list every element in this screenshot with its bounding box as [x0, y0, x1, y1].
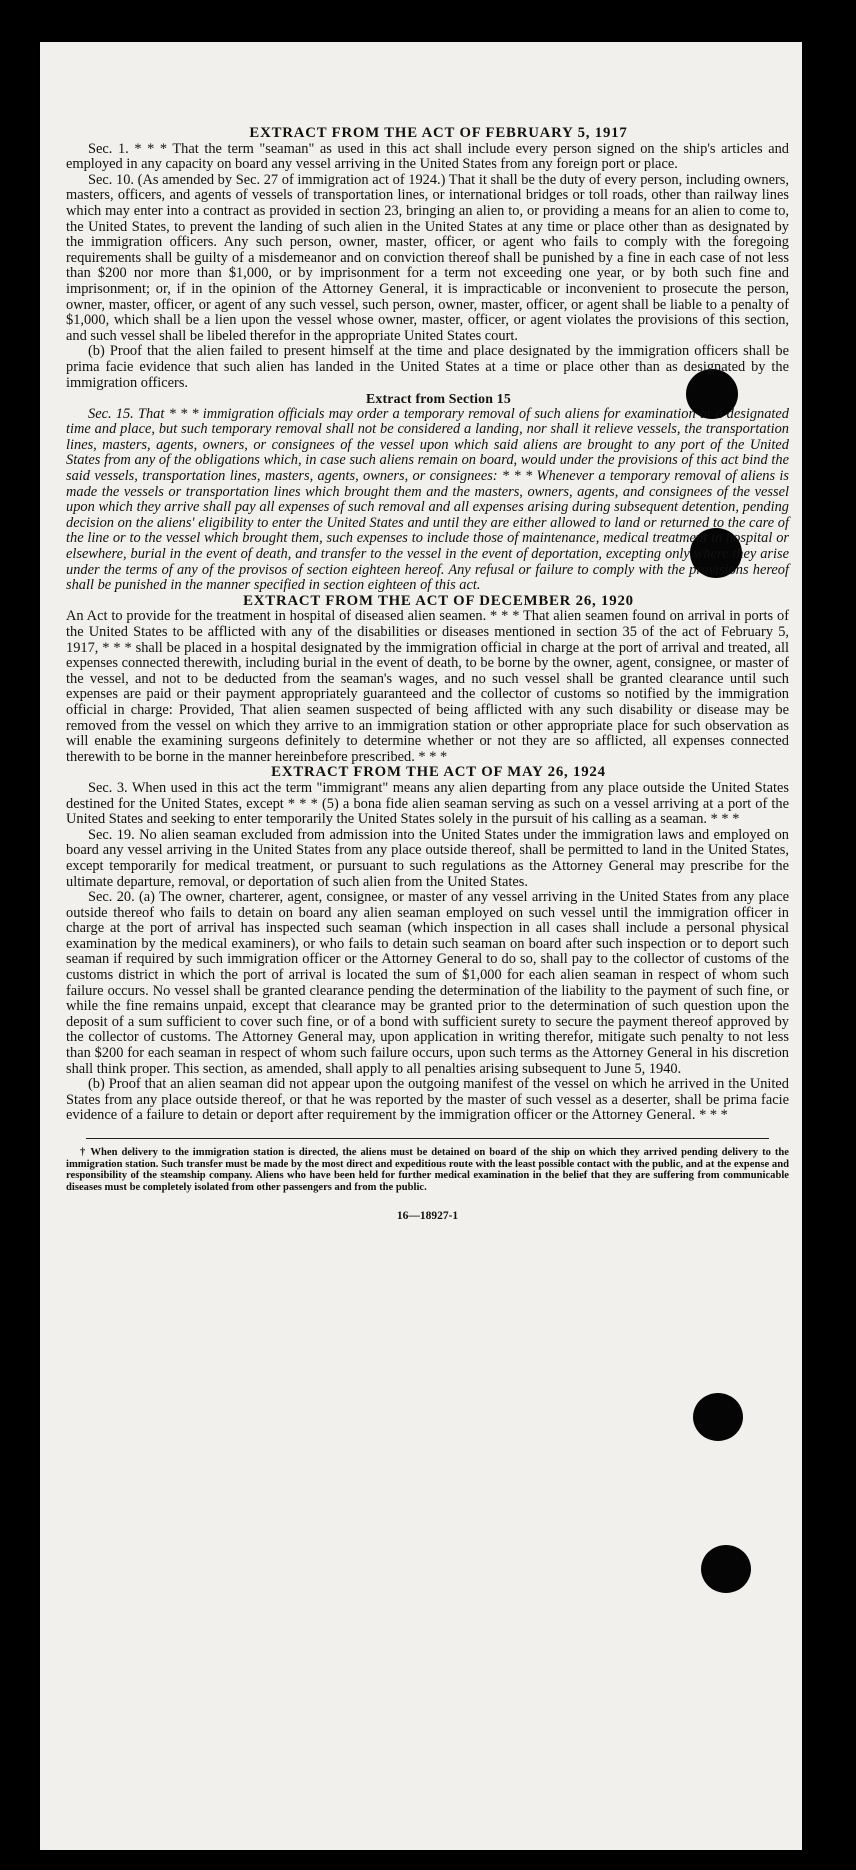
- heading-act-1917: EXTRACT FROM THE ACT OF FEBRUARY 5, 1917: [249, 125, 628, 141]
- paragraph-sec-15: Sec. 15. That * * * immigration officials may order a temporary removal of such aliens for examination at a designated time and place, but such temporary removal shall not be considered a landing, nor shall it relieve vessels, the transportation lines, masters, agents, owners, or consignees of the vessel upon which said aliens are brought to any port of the United States from any of the obligations which, in case such aliens remain on board, would under the provisions of this act bind the said vessels, transportation lines, masters, agents, owners, or consignees: * * * Whenever a temporary removal of aliens is made the vessels or transportation lines which brought them and the masters, owners, agents, and consignees of the vessel upon which they arrive shall pay all expenses of such removal and all expenses arising during subsequent detention, pending decision on the aliens' eligibility to enter the United States and until they are either allowed to land or returned to the care of the line or to the vessel which brought them, such expenses to include those of maintenance, medical treatment in hospital or elsewhere, burial in the event of death, and transfer to the vessel in the event of deportation, excepting only where they arise under the terms of any of the provisos of section eighteen hereof. Any refusal or failure to comply with the provisions hereof shall be punished in the manner specified in section eighteen of this act.: [66, 405, 789, 594]
- print-code: 16—18927-1: [396, 1210, 459, 1223]
- heading-act-1920: EXTRACT FROM THE ACT OF DECEMBER 26, 1920: [243, 592, 634, 609]
- heading-act-1924: EXTRACT FROM THE ACT OF MAY 26, 1924: [271, 764, 606, 781]
- paragraph-sec-10: Sec. 10. (As amended by Sec. 27 of immigration act of 1924.) That it shall be the duty of every person, including owners, masters, officers, and agents of vessels of transportation lines, or international bridges or toll roads, other than railway lines which may enter into a contract as provided in section 23, bringing an alien to, or providing a means for an alien to come to, the United States, to prevent the landing of such alien in the United States at any time or place other than as designated by the immigration officers. Any such person, owner, master, officer, or agent who fails to comply with the foregoing requirements shall be guilty of a misdemeanor and on conviction thereof shall be punished by a fine in each case of not less than $200 nor more than $1,000, or by imprisonment for a term not exceeding one year, or by both such fine and imprisonment; or, if in the opinion of the Attorney General, it is impracticable or inconvenient to prosecute the person, owner, master, officer, or agent of any such vessel, such person, owner, master, officer, or agent shall be liable to a penalty of $1,000, which shall be a lien upon the vessel whose owner, master, officer, or agent violates the provisions of this section, and such vessel shall be libeled therefor in the appropriate United States court.: [66, 171, 789, 344]
- heading-section-15: Extract from Section 15: [366, 391, 511, 407]
- paragraph-sec-20: Sec. 20. (a) The owner, charterer, agent, consignee, or master of any vessel arriving in the United States from any place outside thereof who fails to detain on board any alien seaman employed on such vessel until the immigration officer in charge at the port of arrival has inspected such seaman (which inspection in all cases shall include a personal physical examination by the medical examiners), or who fails to detain such seaman on board after such inspection or to deport such seaman if required by such immigration officer or the Attorney General to do so, shall pay to the collector of customs of the customs district in which the port of arrival is located the sum of $1,000 for each alien seaman in respect of whom such failure occurs. No vessel shall be granted clearance pending the determination of the liability to the payment of such fine, or while the fine remains unpaid, except that clearance may be granted prior to the determination of such question upon the deposit of a sum sufficient to cover such fine, or of a bond with sufficient surety to secure the payment thereof approved by the collector of customs. The Attorney General may, upon application in writing therefor, mitigate such penalty to not less than $200 for each seaman in respect of whom such failure occurs, upon such terms as the Attorney General in his discretion shall think proper. This section, as amended, shall apply to all penalties arising subsequent to June 5, 1940.: [66, 889, 789, 1077]
- paragraph-sec-20b: (b) Proof that an alien seaman did not appear upon the outgoing manifest of the vessel on which he arrived in the United States from any place outside thereof, or that he was reported by the master of such vessel as a deserter, shall be prima facie evidence of a failure to detain or deport after requirement by the immigration officer or the Attorney General. * * *: [66, 1076, 789, 1124]
- paragraph-sec-3: Sec. 3. When used in this act the term "immigrant" means any alien departing from any place outside the United States destined for the United States, except * * * (5) a bona fide alien seaman serving as such on a vessel arriving at a port of the United States and seeking to enter temporarily the United States solely in the pursuit of his calling as a seaman. * * *: [66, 779, 789, 828]
- paragraph-act-1920: An Act to provide for the treatment in hospital of diseased alien seamen. * * * That alien seamen found on arrival in ports of the United States to be afflicted with any of the disabilities or diseases mentioned in section 35 of the act of February 5, 1917, * * * shall be placed in a hospital designated by the immigration official in charge at the port of arrival and treated, all expenses connected therewith, including burial in the event of death, to be borne by the owner, agent, consignee, or master of the vessel, and not to be deducted from the seaman's wages, and no such vessel shall be granted clearance until such expenses are paid or their payment appropriately guaranteed and the collector of customs so notified by the immigration official in charge: Provided, That alien seamen suspected of being afflicted with any such disability or disease may be removed from the vessel on which they arrive to an immigration station or other appropriate place for such observation as will enable the examining surgeons definitely to determine whether or not they are so afflicted, all expenses connected therewith to be borne in the manner hereinbefore prescribed. * * *: [66, 608, 789, 765]
- footnote-divider: [86, 1138, 769, 1139]
- paragraph-sec-10b: (b) Proof that the alien failed to present himself at the time and place designated by the immigration officers shall be prima facie evidence that such alien has landed in the United States at a time or place other than as designated by the immigration officers.: [66, 343, 789, 391]
- punch-hole: [701, 1545, 751, 1593]
- footnote: [66, 1147, 789, 1193]
- punch-hole: [693, 1393, 743, 1441]
- document-body: [66, 126, 789, 1225]
- paragraph-sec-19: Sec. 19. No alien seaman excluded from admission into the United States under the immigration laws and employed on board any vessel arriving in the United States from any place outside thereof, shall be permitted to land in the United States, except temporarily for medical treatment, or pursuant to such regulations as the Attorney General may prescribe for the ultimate departure, removal, or deportation of such alien from the United States.: [66, 826, 789, 890]
- paragraph-sec-1: Sec. 1. * * * That the term "seaman" as used in this act shall include every person signed on the ship's articles and employed in any capacity on board any vessel arriving in the United States from any foreign port or place.: [66, 140, 789, 173]
- footnote-text: † When delivery to the immigration station is directed, the aliens must be detained on board of the ship on which they arrived pending delivery to the immigration station. Such transfer must be made by the most direct and expeditious route with the least possible contact with the public, and at the expense and responsibility of the steamship company. Aliens who have been held for further medical examination in the belief that they are suffering from communicable diseases must be completely isolated from other passengers and from the public.: [66, 1147, 789, 1193]
